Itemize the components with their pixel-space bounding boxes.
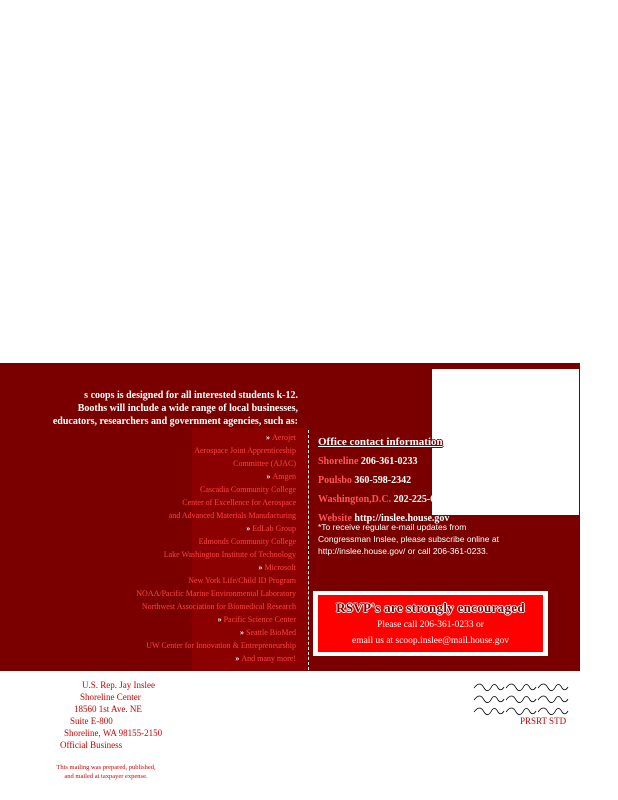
exhibitor-item [100, 485, 296, 494]
bullet-icon: » [235, 654, 242, 663]
contact-header: Office contact information [318, 436, 443, 448]
address-line: 18560 1st Ave. NE [74, 704, 142, 714]
bullet-icon: » [217, 615, 224, 624]
address-line: Shoreline Center [80, 692, 141, 702]
exhibitor-name: and Advanced Materials Manufacturing [168, 511, 296, 520]
rsvp-phone-line: Please call 206-361-0233 or [377, 620, 484, 630]
exhibitor-name: Committee (AJAC) [233, 459, 296, 468]
signature-graphic [472, 680, 572, 720]
exhibitor-name: Pacific Science Center [223, 615, 296, 624]
exhibitor-item [100, 602, 296, 611]
disclaimer-line: and mailed at taxpayer expense. [64, 773, 148, 780]
exhibitor-item [100, 511, 296, 520]
event-intro-text [30, 389, 298, 428]
intro-line: Booths will include a wide range of local businesses, [77, 403, 298, 414]
exhibitor-name: And many more! [241, 654, 296, 663]
contact-label: Washington,D.C. [318, 494, 392, 505]
exhibitor-item [100, 459, 296, 468]
exhibitor-name: New York Life/Child ID Program [188, 576, 296, 585]
exhibitor-item [100, 498, 296, 507]
list-spacer [100, 663, 296, 667]
bullet-icon: » [240, 628, 246, 637]
address-line: U.S. Rep. Jay Inslee [82, 680, 155, 690]
bullet-icon: » [246, 524, 253, 533]
contact-dc [318, 490, 450, 509]
blank-image-area [432, 369, 579, 515]
contact-value: 360-598-2342 [354, 475, 412, 486]
exhibitor-list [100, 433, 296, 667]
bullet-icon: » [266, 472, 273, 481]
exhibitor-item [100, 446, 296, 455]
contact-label: Poulsbo [318, 475, 352, 486]
exhibitor-item [100, 589, 296, 598]
exhibitor-item [100, 628, 296, 637]
exhibitor-item [100, 654, 296, 663]
note-line: *To receive regular e-mail updates from [318, 522, 467, 532]
contact-label: Shoreline [318, 456, 359, 467]
website-link[interactable]: http://inslee.house.gov [354, 513, 450, 524]
rsvp-title: RSVP's are strongly encouraged [336, 600, 525, 615]
exhibitor-item [100, 563, 296, 572]
rsvp-email-line: email us at scoop.inslee@mail.house.gov [351, 636, 510, 646]
contact-shoreline [318, 452, 438, 471]
bullet-icon: » [266, 433, 272, 442]
dashed-divider [308, 430, 309, 670]
exhibitor-name: Lake Washington Institute of Technology [163, 550, 296, 559]
exhibitor-name: Amgen [272, 472, 296, 481]
exhibitor-item [100, 576, 296, 585]
exhibitor-name: Seattle BioMed [246, 628, 296, 637]
exhibitor-item [100, 615, 296, 624]
exhibitor-name: Aerospace Joint Apprenticeship [194, 446, 296, 455]
contact-value: 202-225-6311 [393, 494, 450, 505]
exhibitor-name: Cascadia Community College [200, 485, 296, 494]
address-line: Shoreline, WA 98155-2150 [64, 728, 163, 738]
exhibitor-item [100, 537, 296, 546]
contact-value: 206-361-0233 [360, 456, 418, 467]
contact-poulsbo [318, 471, 438, 490]
exhibitor-name: NOAA/Pacific Marine Environmental Laboratory [136, 589, 296, 598]
exhibitor-name: Center of Excellence for Aerospace [182, 498, 296, 507]
intro-line: educators, researchers and government agencies, such as: [52, 416, 298, 427]
exhibitor-item [100, 472, 296, 481]
email-subscribe-note [318, 521, 538, 557]
return-address [40, 679, 180, 751]
exhibitor-item [100, 550, 296, 559]
exhibitor-name: Northwest Association for Biomedical Research [141, 602, 296, 611]
exhibitor-name: Aerojet [272, 433, 296, 442]
bullet-icon: » [258, 563, 265, 572]
disclaimer-line: This mailing was prepared, published, [56, 764, 156, 771]
note-line: Congressman Inslee, please subscribe online at [318, 534, 499, 544]
address-line: Official Business [60, 740, 123, 750]
contact-label: Website [318, 513, 352, 524]
exhibitor-item [100, 641, 296, 650]
note-line: http://inslee.house.gov/ or call 206-361-0233. [318, 546, 489, 556]
exhibitor-name: EdLab Group [252, 524, 296, 533]
intro-line: s coops is designed for all interested students k-12. [84, 390, 298, 401]
exhibitor-item [100, 524, 296, 533]
exhibitor-name: UW Center for Innovation & Entrepreneurship [146, 641, 296, 650]
postage-indicia: PRSRT STD [520, 716, 567, 726]
exhibitor-item [100, 433, 296, 442]
exhibitor-name: Microsoft [264, 563, 296, 572]
taxpayer-disclaimer [36, 763, 176, 781]
exhibitor-name: Edmonds Community College [198, 537, 296, 546]
address-line: Suite E-800 [70, 716, 113, 726]
